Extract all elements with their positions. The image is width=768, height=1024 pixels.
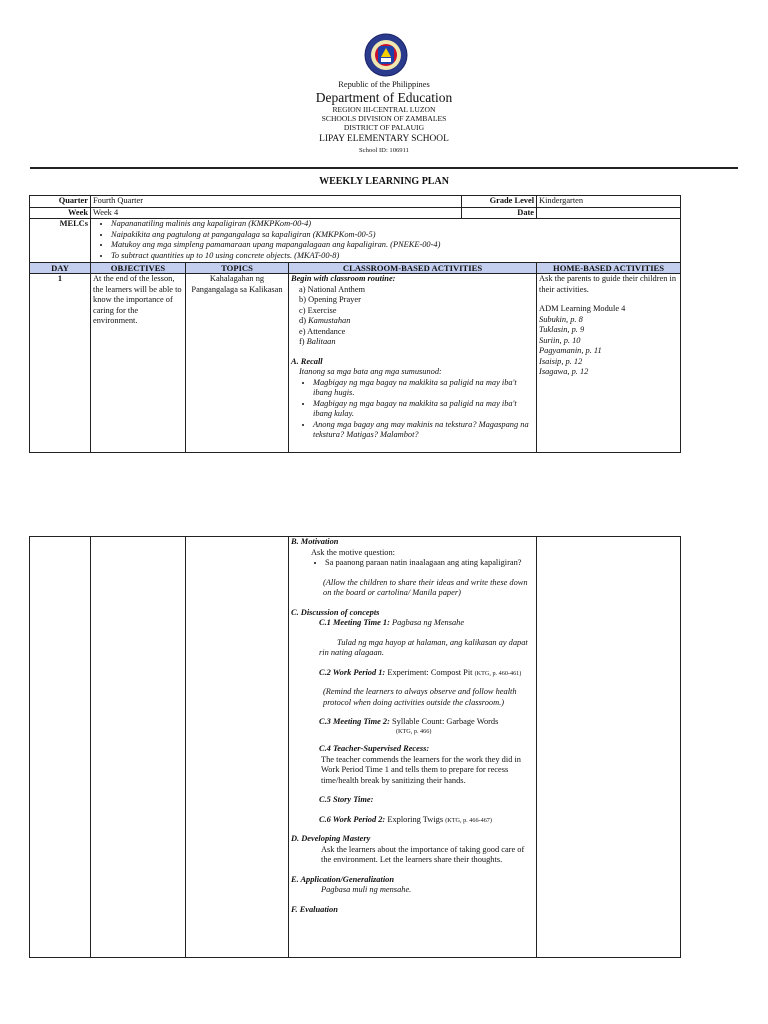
melc-item: • Naipakikita ang pagtulong at pangangalaga sa kapaligiran (KMKPKom-00-5) [111,230,678,241]
discussion-title: C. Discussion of concepts [291,607,380,617]
routine-item: f) Balitaan [299,337,336,347]
c2-line [291,668,534,679]
c3-label: C.3 Meeting Time 2: [319,717,390,726]
grade-level-label: Grade Level [462,196,537,208]
recall-item: • Magbigay ng mga bagay na makikita sa paligid na may iba't ibang hugis. [313,378,534,399]
c2-label: C.2 Work Period 1: [319,667,386,677]
c1-message: Tulad ng mga hayop at halaman, ang kalikasan ay dapat rin nating alagaan. [319,637,528,657]
weekly-plan-table-continued [29,536,681,958]
application-title: E. Application/Generalization [291,874,394,884]
date-label: Date [462,207,537,219]
melcs-cell [91,219,681,263]
home-item: Isagawa, p. 12 [539,367,589,377]
deped-seal-icon [364,33,408,77]
home-item: Suriin, p. 10 [539,335,581,345]
evaluation-title: F. Evaluation [291,904,338,914]
department-line: Department of Education [315,90,453,105]
routine-item: a) National Anthem [299,284,366,294]
motivation-intro: Ask the motive question: [311,547,395,557]
c6-line [291,815,534,826]
c6-ref: (KTG, p. 466-467) [445,816,492,824]
quarter-value: Fourth Quarter [91,196,462,208]
recall-title: A. Recall [291,356,323,366]
header-divider [30,167,738,169]
c2-note: (Remind the learners to always observe and follow health protocol when doing activities outside the classroom.) [323,687,517,707]
c1-label: C.1 Meeting Time 1: [319,618,390,627]
col-header-objectives: OBJECTIVES [91,263,186,274]
recall-intro: Itanong sa mga bata ang mga sumusunod: [299,367,442,377]
grade-level-value: Kindergarten [537,196,681,208]
c4-label: C.4 Teacher-Supervised Recess: [319,744,430,754]
melcs-label: MELCs [30,219,91,263]
motivation-note: (Allow the children to share their ideas and write these down on the board or cartolina/ Manila paper) [323,577,528,597]
recall-item: • Anong mga bagay ang may makinis na tekstura? Magaspang na tekstura? Matigas? Malambot? [313,420,534,441]
topics-cell-empty [186,537,289,958]
classroom-activities-cell [289,274,537,453]
melcs-row [30,219,681,263]
republic-line: Republic of the Philippines [338,80,430,89]
c5-label: C.5 Story Time: [319,795,374,805]
region-line: REGION III-CENTRAL LUZON [332,105,436,114]
col-header-day: DAY [30,263,91,274]
recall-item: • Magbigay ng mga bagay na makikita sa paligid na may iba't ibang kulay. [313,399,534,420]
division-line: SCHOOLS DIVISION OF ZAMBALES [321,114,447,123]
c2-ref: (KTG, p. 460-461) [474,669,522,677]
recall-list [291,378,534,441]
developing-mastery-title: D. Developing Mastery [291,834,371,844]
c3-ref: (KTG, p. 466) [396,727,432,735]
topics-cell: Kahalagahan ng Pangangalaga sa Kalikasan [186,274,289,453]
week-row [30,207,681,219]
melc-item: • To subtract quantities up to 10 using concrete objects. (MKAT-00-8) [111,251,678,262]
routine-item: e) Attendance [299,326,346,336]
day-cell-empty [30,537,91,958]
routine-item: c) Exercise [299,305,337,315]
home-item: Isaisip, p. 12 [539,356,583,366]
c6-text: Exploring Twigs [387,814,444,824]
melc-item: • Napananatiling malinis ang kapaligiran (KMKPKom-00-4) [111,219,678,230]
quarter-row [30,196,681,208]
home-item: Tuklasin, p. 9 [539,325,585,335]
home-activities-cell-empty [537,537,681,958]
routine-title: Begin with classroom routine: [291,274,396,284]
day-number: 1 [30,274,91,453]
col-header-classroom: CLASSROOM-BASED ACTIVITIES [289,263,537,274]
school-line: LIPAY ELEMENTARY SCHOOL [319,134,449,144]
week-value: Week 4 [91,207,462,219]
date-value [537,207,681,219]
c2-text: Experiment: Compost Pit [387,667,473,677]
c1-text: Pagbasa ng Mensahe [391,618,465,627]
application-text: Pagbasa muli ng mensahe. [321,885,412,895]
home-item: Pagyamanin, p. 11 [539,346,602,356]
motivation-list [291,558,534,569]
melc-item: • Matukoy ang mga simpleng pamamaraan upang mapangalagaan ang kapaligiran. (PNEKE-00-4) [111,240,678,251]
col-header-topics: TOPICS [186,263,289,274]
c4-text: The teacher commends the learners for the work they did in Work Period Time 1 and tells them to prepare for recess time/health break by sanitizing their hands. [321,754,521,785]
col-header-home: HOME-BASED ACTIVITIES [537,263,681,274]
home-activities-cell [537,274,681,453]
developing-mastery-text: Ask the learners about the importance of taking good care of the environment. Let the learners share their thoughts. [321,844,525,865]
school-id-line: School ID: 106911 [359,147,409,154]
quarter-label: Quarter [30,196,91,208]
day-1-continued-row [30,537,681,958]
district-line: DISTRICT OF PALAUIG [343,123,425,132]
home-intro: Ask the parents to guide their children in their activities. [539,274,677,294]
motivation-title: B. Motivation [291,537,339,546]
objectives-cell: At the end of the lesson, the learners will be able to know the importance of caring for the environment. [91,274,186,453]
c6-label: C.6 Work Period 2: [319,814,386,824]
home-module: ADM Learning Module 4 [539,304,626,314]
classroom-activities-cell-continued [289,537,537,958]
weekly-plan-table [29,195,681,453]
week-label: Week [30,207,91,219]
routine-item: b) Opening Prayer [299,295,361,305]
objectives-cell-empty [91,537,186,958]
routine-item: d) Kamustahan [299,316,351,326]
day-1-row [30,274,681,453]
c3-line [291,717,534,728]
document-title: WEEKLY LEARNING PLAN [319,176,449,187]
motivation-question: • Sa paanong paraan natin inaalagaan ang ating kapaligiran? [325,558,534,569]
column-header-row [30,263,681,274]
c3-text: Syllable Count: Garbage Words [391,717,499,726]
home-item: Subukin, p. 8 [539,314,583,324]
